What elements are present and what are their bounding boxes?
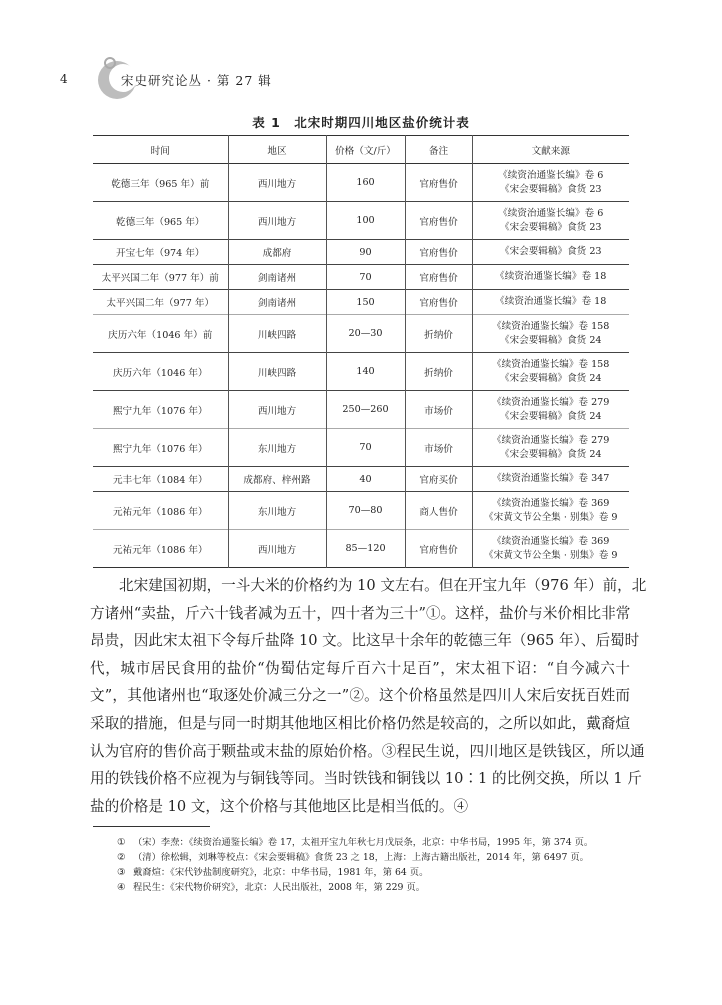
- footnote-mark: ②: [117, 852, 126, 863]
- footnote-rule: [93, 826, 210, 827]
- cell-region: 西川地方: [228, 391, 326, 429]
- cell-sources: [472, 353, 629, 391]
- table-row: [93, 202, 629, 240]
- table-row: [93, 492, 629, 530]
- cell-region: 剑南诸州: [228, 290, 326, 315]
- cell-time: 元祐元年（1086 年）: [93, 492, 228, 530]
- footnote-text: （宋）李焘：《续资治通鉴长编》卷 17，太祖开宝九年秋七月戊辰条，北京：中华书局，1995 年，第 374 页。: [133, 837, 594, 848]
- cell-time: 开宝七年（974 年）: [93, 240, 228, 265]
- source-citation: 《宋会要辑稿》食货 24: [499, 448, 602, 460]
- footnote-text: 戴裔煊：《宋代钞盐制度研究》，北京：中华书局，1981 年，第 64 页。: [133, 867, 429, 878]
- footnote: [117, 880, 593, 895]
- cell-price: 90: [326, 240, 405, 265]
- cell-price: 100: [326, 202, 405, 240]
- cell-sources: [472, 492, 629, 530]
- cell-price: 70: [326, 265, 405, 290]
- cell-price: 70—80: [326, 492, 405, 530]
- cell-note: 市场价: [405, 429, 472, 467]
- cell-time: 太平兴国二年（977 年）前: [93, 265, 228, 290]
- cell-note: 官府售价: [405, 240, 472, 265]
- footnote-text: （清）徐松辑，刘琳等校点：《宋会要辑稿》食货 23 之 18，上海：上海古籍出版社，2014 年，第 6497 页。: [133, 852, 589, 863]
- source-citation: 《宋会要辑稿》食货 23: [499, 221, 602, 233]
- body-paragraph: [90, 572, 647, 820]
- paragraph-line: 方诸州“卖盐，斤六十钱者减为五十，四十者为三十”①。这样，盐价与米价相比非常: [90, 604, 631, 622]
- cell-note: 官府售价: [405, 290, 472, 315]
- cell-sources: [472, 530, 629, 568]
- cell-sources: [472, 429, 629, 467]
- source-citation: 《宋会要辑稿》食货 24: [499, 334, 602, 346]
- footnote-text: 程民生：《宋代物价研究》，北京：人民出版社，2008 年，第 229 页。: [133, 882, 425, 893]
- cell-sources: [472, 315, 629, 353]
- table-row: [93, 315, 629, 353]
- page-number: 4: [60, 72, 68, 86]
- footnote-mark: ④: [117, 882, 126, 893]
- source-citation: 《续资治通鉴长编》卷 6: [498, 169, 604, 181]
- footnote: [117, 850, 593, 865]
- column-header: 时间: [93, 136, 228, 164]
- table-row: [93, 467, 629, 492]
- source-citation: 《续资治通鉴长编》卷 369: [492, 535, 610, 547]
- table-title: 表 1 北宋时期四川地区盐价统计表: [252, 115, 470, 130]
- cell-note: 官府售价: [405, 164, 472, 202]
- cell-price: 85—120: [326, 530, 405, 568]
- source-citation: 《宋会要辑稿》食货 24: [499, 410, 602, 422]
- source-citation: 《续资治通鉴长编》卷 18: [495, 271, 607, 282]
- cell-region: 川峡四路: [228, 315, 326, 353]
- table-row: [93, 530, 629, 568]
- table-row: [93, 164, 629, 202]
- cell-note: 折纳价: [405, 353, 472, 391]
- paragraph-line: 用的铁钱价格不应视为与铜钱等同。当时铁钱和铜钱以 10∶1 的比例交换，所以 1 斤: [90, 770, 642, 788]
- cell-sources: [472, 164, 629, 202]
- cell-sources: [472, 265, 629, 290]
- source-citation: 《续资治通鉴长编》卷 158: [492, 358, 610, 370]
- cell-time: 乾德三年（965 年）前: [93, 164, 228, 202]
- cell-price: 250—260: [326, 391, 405, 429]
- cell-price: 150: [326, 290, 405, 315]
- paragraph-line: 认为官府的售价高于颗盐或末盐的原始价格。③程民生说，四川地区是铁钱区，所以通: [90, 742, 645, 760]
- cell-region: 剑南诸州: [228, 265, 326, 290]
- paragraph-line: 采取的措施，但是与同一时期其他地区相比价格仍然是较高的，之所以如此，戴裔煊: [90, 714, 630, 732]
- paragraph-line: 文”，其他诸州也“取逐处价减三分之一”②。这个价格虽然是四川人宋后安抚百姓而: [90, 687, 630, 705]
- cell-price: 140: [326, 353, 405, 391]
- cell-time: 庆历六年（1046 年）前: [93, 315, 228, 353]
- cell-price: 70: [326, 429, 405, 467]
- cell-note: 官府买价: [405, 467, 472, 492]
- paragraph-line: 昂贵，因此宋太祖下令每斤盐降 10 文。比这早十余年的乾德三年（965 年）、后蜀时: [90, 632, 640, 650]
- source-citation: 《续资治通鉴长编》卷 279: [492, 396, 610, 408]
- footnotes: [117, 835, 593, 895]
- cell-price: 40: [326, 467, 405, 492]
- paragraph-line: 代，城市居民食用的盐价“伪蜀估定每斤百六十足百”，宋太祖下诏：“自今减六十: [90, 659, 630, 677]
- cell-time: 熙宁九年（1076 年）: [93, 391, 228, 429]
- column-header: 备注: [405, 136, 472, 164]
- running-title: 宋史研究论丛 · 第 27 辑: [121, 73, 272, 88]
- paragraph-line: 北宋建国初期，一斗大米的价格约为 10 文左右。但在开宝九年（976 年）前，北: [119, 577, 647, 594]
- table-row: [93, 353, 629, 391]
- source-citation: 《续资治通鉴长编》卷 6: [498, 207, 604, 219]
- source-citation: 《宋会要辑稿》食货 24: [499, 372, 602, 384]
- table-row: [93, 429, 629, 467]
- column-header: 文献来源: [472, 136, 629, 164]
- cell-sources: [472, 467, 629, 492]
- cell-note: 官府售价: [405, 265, 472, 290]
- cell-time: 庆历六年（1046 年）: [93, 353, 228, 391]
- cell-note: 市场价: [405, 391, 472, 429]
- salt-price-table: [93, 135, 629, 568]
- cell-note: 商人售价: [405, 492, 472, 530]
- table-row: [93, 290, 629, 315]
- cell-region: 成都府: [228, 240, 326, 265]
- cell-region: 川峡四路: [228, 353, 326, 391]
- footnote: [117, 835, 593, 850]
- cell-note: 折纳价: [405, 315, 472, 353]
- cell-sources: [472, 202, 629, 240]
- cell-region: 西川地方: [228, 164, 326, 202]
- table-row: [93, 240, 629, 265]
- cell-sources: [472, 290, 629, 315]
- cell-price: 160: [326, 164, 405, 202]
- cell-region: 西川地方: [228, 202, 326, 240]
- cell-time: 太平兴国二年（977 年）: [93, 290, 228, 315]
- cell-note: 官府售价: [405, 202, 472, 240]
- source-citation: 《宋会要辑稿》食货 23: [499, 246, 602, 257]
- table-row: [93, 265, 629, 290]
- cell-note: 官府售价: [405, 530, 472, 568]
- cell-sources: [472, 240, 629, 265]
- table-header-row: [93, 136, 629, 164]
- source-citation: 《续资治通鉴长编》卷 279: [492, 434, 610, 446]
- cell-region: 东川地方: [228, 429, 326, 467]
- cell-price: 20—30: [326, 315, 405, 353]
- cell-region: 成都府、梓州路: [228, 467, 326, 492]
- footnote-mark: ③: [117, 867, 126, 878]
- footnote-mark: ①: [117, 837, 126, 848]
- column-header: 价格（文/斤）: [326, 136, 405, 164]
- cell-sources: [472, 391, 629, 429]
- source-citation: 《续资治通鉴长编》卷 369: [492, 497, 610, 509]
- source-citation: 《宋黄文节公全集 · 别集》卷 9: [484, 549, 618, 561]
- column-header: 地区: [228, 136, 326, 164]
- source-citation: 《续资治通鉴长编》卷 18: [495, 296, 607, 307]
- cell-time: 熙宁九年（1076 年）: [93, 429, 228, 467]
- source-citation: 《续资治通鉴长编》卷 158: [492, 320, 610, 332]
- table-row: [93, 391, 629, 429]
- source-citation: 《续资治通鉴长编》卷 347: [492, 473, 610, 484]
- cell-region: 东川地方: [228, 492, 326, 530]
- source-citation: 《宋黄文节公全集 · 别集》卷 9: [484, 511, 618, 523]
- cell-time: 元丰七年（1084 年）: [93, 467, 228, 492]
- footnote: [117, 865, 593, 880]
- source-citation: 《宋会要辑稿》食货 23: [499, 183, 602, 195]
- cell-time: 元祐元年（1086 年）: [93, 530, 228, 568]
- paragraph-line: 盐的价格是 10 文，这个价格与其他地区比是相当低的。④: [90, 797, 469, 815]
- cell-time: 乾德三年（965 年）: [93, 202, 228, 240]
- cell-region: 西川地方: [228, 530, 326, 568]
